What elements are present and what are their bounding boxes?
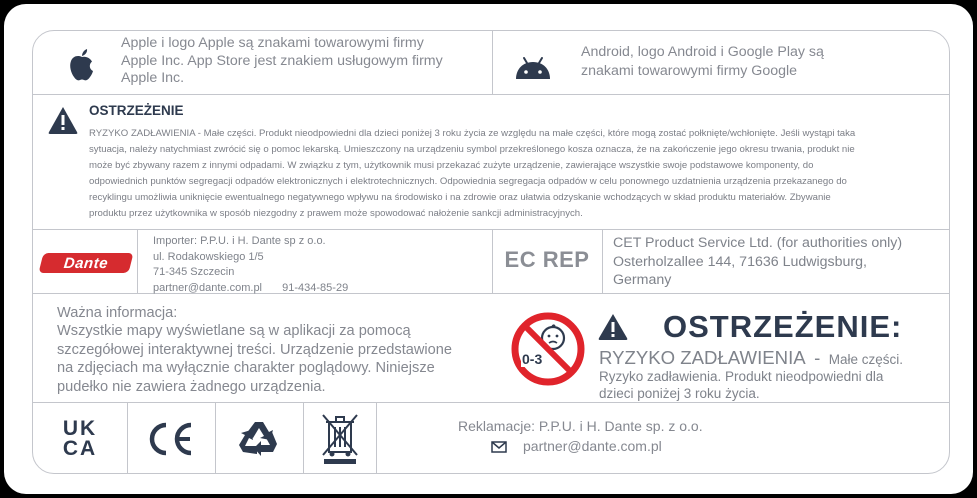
label-card: [4, 4, 973, 494]
envelope-icon: [491, 440, 507, 452]
age-label: 0-3: [522, 351, 543, 367]
dante-logo: [39, 253, 134, 273]
ce-mark: [127, 402, 215, 474]
dante-logo-cell: [33, 229, 137, 293]
text-line: Ważna informacja:: [57, 305, 178, 321]
android-icon: [513, 55, 553, 81]
divider: [137, 229, 138, 293]
text-line: szczegółowej interaktywnej treści. Urządzenie przedstawione: [57, 341, 453, 358]
product-label: [32, 30, 950, 474]
warning-body: [89, 126, 855, 221]
importer-phone: 91-434-85-29: [282, 281, 349, 294]
text-line: produktu przez użytkownika w sposób niezgodny z prawem może spowodować nałożenie sankcji administracyjnych.: [89, 207, 583, 219]
text-line: Wszystkie mapy wyświetlane są w aplikacji za pomocą: [57, 323, 411, 340]
choking-risk-heading: [599, 347, 903, 369]
text-line: znakami towarowymi firmy Google: [581, 63, 798, 79]
contact-line: [153, 281, 348, 297]
text-line: Apple i logo Apple są znakami towarowymi firmy: [121, 35, 424, 51]
text-line: sytuacja, należy natychmiast zwrócić się o pomoc lekarską. Umieszczony na urządzeniu symbol przekreślonego kosza oznacza, że na zakończenie jego okresu trwania, produkt nie: [89, 143, 855, 155]
dante-logo-text: Dante: [62, 254, 110, 272]
weee-crossed-bin-icon: [303, 402, 376, 474]
warning-triangle-icon: [597, 313, 629, 341]
divider: [33, 229, 949, 230]
risk-dash: -: [814, 347, 821, 368]
text-line: Osterholzallee 144, 71636 Ludwigsburg,: [613, 253, 867, 270]
text-line: odpowiednich punktów segregacji odpadów elektronicznych i elektrotechnicznych. Odpowiednia segregacja odpadów w celu ponownego uzdatnienia urządzenia przekazanego do: [89, 175, 847, 187]
risk-tail: Małe części.: [828, 352, 904, 367]
text-line: dzieci poniżej 3 roku życia.: [599, 385, 760, 401]
text-line: Importer: P.P.U. i H. Dante sp z o.o.: [153, 235, 326, 247]
text-line: Ryzyko zadławienia. Produkt nieodpowiedni dla: [599, 369, 884, 384]
text-line: Apple Inc.: [121, 70, 185, 86]
recycle-icon: [215, 402, 303, 474]
important-note: [57, 304, 452, 396]
text-line: Germany: [613, 272, 672, 288]
text-line: CET Product Service Ltd. (for authorities only): [613, 235, 903, 251]
text-line: pudełko nie zawiera żadnego urządzenia.: [57, 378, 326, 395]
choking-risk-body: [599, 369, 883, 403]
divider: [492, 31, 493, 94]
ec-rep-label: EC REP: [504, 247, 590, 272]
ec-rep-address: [613, 234, 902, 290]
importer-email: partner@dante.com.pl: [153, 281, 263, 294]
importer-address: [153, 234, 348, 296]
divider: [602, 229, 603, 293]
complaints-label: Reklamacje: P.P.U. i H. Dante sp. z o.o.: [458, 418, 703, 434]
text-line: 71-345 Szczecin: [153, 266, 235, 279]
ukca-top: UK: [62, 416, 98, 440]
age-restriction-icon: [510, 311, 586, 387]
android-trademark-text: [581, 43, 824, 81]
text-line: recyklingu umożliwia uniknięcie ewentualnego negatywnego wpływu na środowisko i na zdrowie oraz ułatwia odzyskanie wchodzących w skład produktu materiałów. Zbywanie: [89, 191, 831, 203]
text-line: może być zbywany razem z innymi odpadami. W związku z tym, użytkownik musi przekazać zużyte urządzenie, zawierające wszystkie swoje podstawowe komponenty, do: [89, 159, 814, 171]
text-line: Apple Inc. App Store jest znakiem usługowym firmy: [121, 52, 443, 69]
divider: [33, 94, 949, 95]
risk-head: RYZYKO ZADŁAWIENIA: [599, 347, 806, 368]
big-warning-title: OSTRZEŻENIE:: [663, 309, 903, 344]
text-line: Android, logo Android i Google Play są: [581, 44, 824, 60]
ukca-mark: [33, 402, 127, 474]
warning-title: OSTRZEŻENIE: [89, 103, 184, 118]
ukca-bottom: CA: [62, 436, 98, 460]
apple-icon: [67, 47, 97, 83]
text-line: ul. Rodakowskiego 1/5: [153, 250, 264, 263]
warning-triangle-icon: [47, 105, 79, 135]
text-line: na zdjęciach ma wyłącznie charakter poglądowy. Niniejsze: [57, 360, 435, 377]
text-line: RYZYKO ZADŁAWIENIA - Małe części. Produkt nieodpowiedni dla dzieci poniżej 3 roku życia ze względu na małe części, które mogą zostać połknięte/wchłonięte. Jeśli wystąpi taka: [89, 128, 856, 139]
divider: [376, 402, 377, 474]
complaints-email[interactable]: partner@dante.com.pl: [523, 438, 662, 454]
apple-trademark-text: [121, 35, 443, 88]
